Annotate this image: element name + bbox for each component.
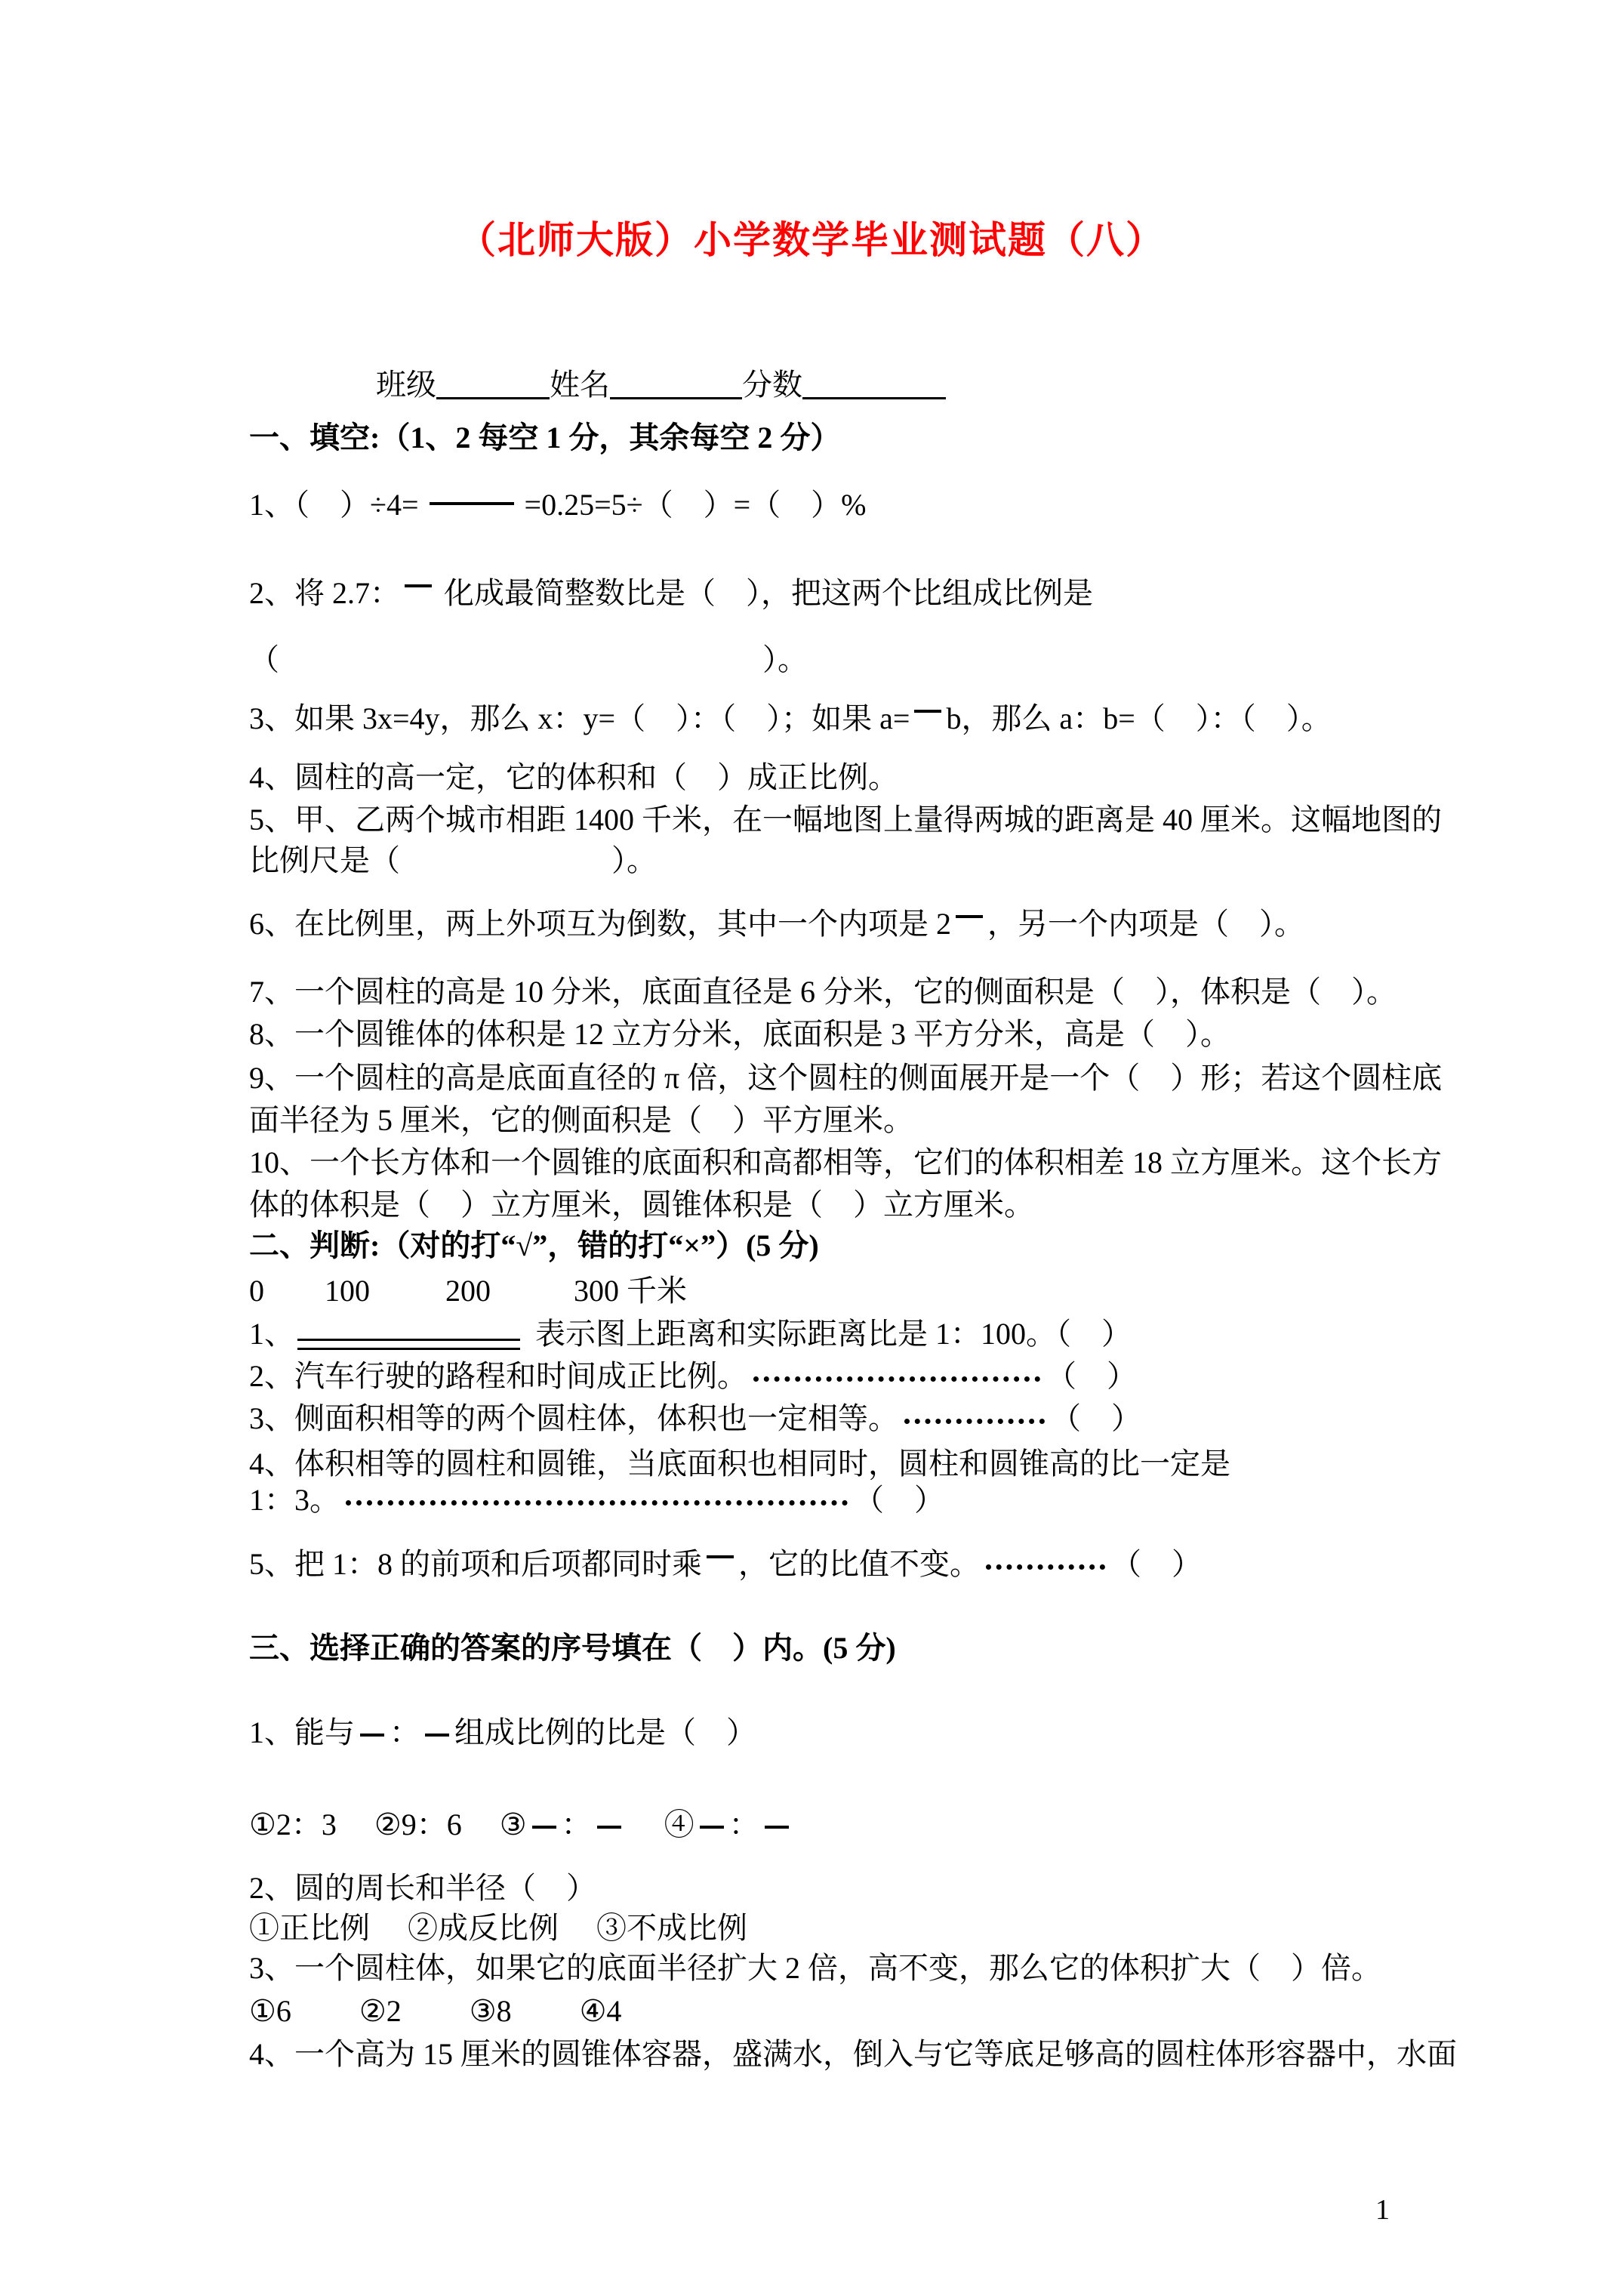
text-run: （ ）。 — [249, 643, 808, 676]
bar-top-mark — [956, 915, 983, 918]
fill-question-3 — [249, 701, 1332, 737]
dul-mark — [297, 1339, 520, 1350]
choice-question-4 — [249, 2036, 1457, 2073]
text-run: 4、体积相等的圆柱和圆锥，当底面积也相同时，圆柱和圆锥高的比一定是 — [249, 1447, 1230, 1481]
text-run: 面半径为 5 厘米，它的侧面积是（ ）平方厘米。 — [249, 1103, 913, 1137]
text-run: 5、把 1：8 的前项和后项都同时乘 — [249, 1547, 702, 1581]
fill-question-7 — [249, 974, 1397, 1010]
judge-question-5 — [249, 1546, 1202, 1583]
text-run: ①正比例 ②成反比例 ③不成比例 — [249, 1911, 747, 1945]
text-run: 0 100 200 300 千米 — [249, 1274, 687, 1308]
text-run: 2、将 2.7： — [249, 576, 400, 610]
text-run: 8、一个圆锥体的体积是 12 立方分米，底面积是 3 平方分米，高是（ ）。 — [249, 1017, 1230, 1051]
text-run: ①2：3 ②9：6 ③ — [249, 1808, 527, 1841]
text-run: 3、如果 3x=4y，那么 x：y=（ ）：（ ）；如果 a= — [249, 701, 910, 735]
fill-question-4 — [249, 760, 898, 796]
fill-question-10 — [249, 1145, 1442, 1181]
text-run: 4、圆柱的高一定，它的体积和（ ）成正比例。 — [249, 760, 898, 794]
text-run: b，那么 a：b=（ ）：（ ）。 — [946, 701, 1332, 735]
text-run: 4、一个高为 15 厘米的圆锥体容器，盛满水，倒入与它等底足够高的圆柱体形容器中，水面 — [249, 2037, 1457, 2071]
fill-question-10-cont — [249, 1187, 1034, 1223]
text-run: （ ） — [1051, 1401, 1141, 1435]
text-run: 姓名 — [550, 368, 610, 402]
judge-question-1 — [249, 1316, 1132, 1352]
frac-mark — [430, 502, 514, 505]
choice-question-1 — [249, 1715, 756, 1751]
text-run: 三、选择正确的答案的序号填在（ ）内。(5 分) — [249, 1631, 896, 1665]
bar-mid-mark — [765, 1826, 789, 1829]
bar-mid-mark — [700, 1826, 724, 1829]
text-run: 1、（ ）÷4= — [249, 488, 419, 522]
ul-mark — [802, 397, 946, 399]
bar-mid-mark — [360, 1734, 384, 1737]
text-run: （ ） — [854, 1483, 944, 1517]
text-run: 1、能与 — [249, 1715, 355, 1749]
fill-question-6 — [249, 906, 1304, 942]
text-run: ④ — [626, 1808, 694, 1841]
text-run: 化成最简整数比是（ ），把这两个比组成比例是 — [436, 576, 1093, 610]
text-run: 10、一个长方体和一个圆锥的底面积和高都相等，它们的体积相差 18 立方厘米。这个长方 — [249, 1145, 1442, 1179]
section1-heading — [249, 420, 840, 456]
section3-heading — [249, 1630, 896, 1666]
dots-mark — [986, 1564, 1105, 1570]
bar-mid-mark — [532, 1826, 556, 1829]
text-run: ： — [390, 1715, 420, 1749]
judge-question-2 — [249, 1358, 1137, 1395]
text-run: 分数 — [742, 368, 802, 402]
text-run: =0.25=5÷（ ）=（ ）% — [524, 488, 867, 522]
bar-mid-mark — [425, 1734, 449, 1737]
dots-mark — [904, 1419, 1045, 1424]
text-run: 3、侧面积相等的两个圆柱体，体积也一定相等。 — [249, 1401, 898, 1435]
judge-question-4 — [249, 1446, 1230, 1482]
choice-question-3-options — [249, 1993, 621, 2029]
text-run: 一、填空:（1、2 每空 1 分，其余每空 2 分） — [249, 421, 841, 455]
text-run: 1、 — [249, 1317, 294, 1351]
ul-mark — [610, 397, 742, 399]
bar-top-mark — [707, 1555, 734, 1558]
text-run: 5、甲、乙两个城市相距 1400 千米，在一幅地图上量得两城的距离是 40 厘米。这幅地图的 — [249, 803, 1442, 837]
fill-question-8 — [249, 1016, 1230, 1052]
fill-question-2 — [249, 575, 1093, 612]
dots-mark — [346, 1500, 848, 1505]
text-run: ①6 ②2 ③8 ④4 — [249, 1994, 622, 2028]
text-run: ，另一个内项是（ ）。 — [987, 907, 1304, 941]
student-info-line — [376, 367, 946, 403]
text-run: 表示图上距离和实际距离比是 1：100。（ ） — [528, 1317, 1132, 1351]
text-run: （ ） — [1046, 1359, 1137, 1393]
fill-question-2-cont — [249, 642, 808, 678]
bar-mid-mark — [597, 1826, 621, 1829]
choice-question-1-options — [249, 1807, 794, 1843]
judge-question-4-cont — [249, 1482, 944, 1518]
bar-top-mark — [405, 584, 432, 587]
text-run: 体的体积是（ ）立方厘米，圆锥体积是（ ）立方厘米。 — [249, 1188, 1034, 1222]
text-run: 1：3。 — [249, 1483, 340, 1517]
text-run: 7、一个圆柱的高是 10 分米，底面直径是 6 分米，它的侧面积是（ ），体积是（ ）。 — [249, 975, 1397, 1009]
fill-question-5 — [249, 802, 1442, 838]
page-number: 1 — [1375, 2194, 1390, 2226]
page-title: （北师大版）小学数学毕业测试题（八） — [458, 219, 1165, 261]
ul-mark — [436, 397, 550, 399]
fill-question-1 — [249, 487, 866, 523]
text-run: ，它的比值不变。 — [738, 1547, 980, 1581]
choice-question-3 — [249, 1950, 1381, 1986]
text-run: 二、判断:（对的打“√”，错的打“×”）(5 分) — [249, 1228, 819, 1262]
text-run: ： — [561, 1808, 592, 1841]
text-run: 9、一个圆柱的高是底面直径的 π 倍，这个圆柱的侧面展开是一个（ ）形；若这个圆柱底 — [249, 1061, 1443, 1095]
text-run: ： — [728, 1808, 759, 1841]
text-run: 6、在比例里，两上外项互为倒数，其中一个内项是 2 — [249, 907, 951, 941]
fill-question-5-cont — [249, 843, 657, 879]
fill-question-9 — [249, 1060, 1442, 1096]
text-run: 班级 — [376, 368, 436, 402]
text-run: 组成比例的比是（ ） — [454, 1715, 756, 1749]
text-run: 比例尺是（ ）。 — [249, 843, 657, 877]
map-scale-ruler-labels — [249, 1273, 687, 1309]
bar-top-mark — [914, 710, 941, 713]
judge-question-3 — [249, 1401, 1141, 1437]
text-run: 2、圆的周长和半径（ ） — [249, 1871, 596, 1905]
dots-mark — [753, 1376, 1040, 1382]
choice-question-2-options — [249, 1910, 747, 1946]
choice-question-2 — [249, 1870, 596, 1906]
text-run: （ ） — [1111, 1547, 1202, 1581]
fill-question-9-cont — [249, 1102, 913, 1139]
text-run: 2、汽车行驶的路程和时间成正比例。 — [249, 1359, 747, 1393]
section2-heading — [249, 1228, 819, 1264]
text-run: 3、一个圆柱体，如果它的底面半径扩大 2 倍，高不变，那么它的体积扩大（ ）倍。 — [249, 1951, 1381, 1985]
